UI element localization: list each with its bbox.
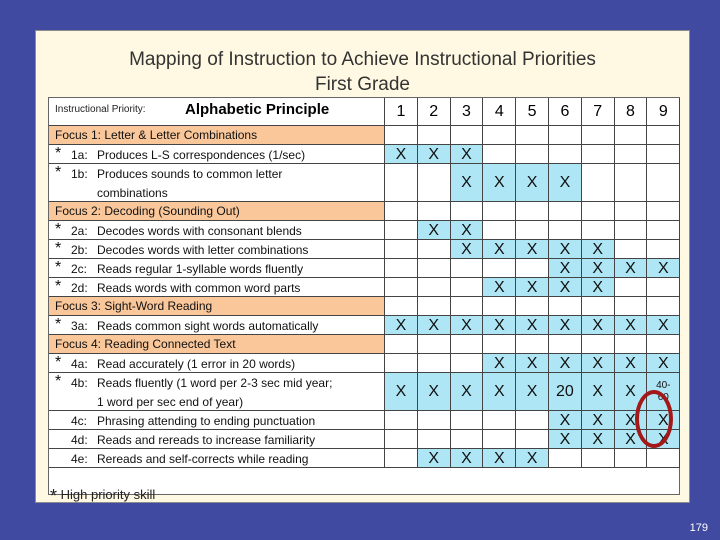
empty-cell: [451, 297, 484, 316]
skill-code: 4e:: [71, 452, 88, 466]
mark-cell: X: [549, 259, 582, 278]
mark-cell: X: [647, 259, 680, 278]
mark-cell: 40- 60: [647, 373, 680, 411]
mark-cell: X: [516, 354, 549, 373]
skill-description: Reads common sight words automatically: [97, 319, 319, 333]
priority-star: *: [55, 373, 62, 390]
empty-cell: [516, 145, 549, 164]
empty-cell: [549, 335, 582, 354]
empty-cell: [647, 126, 680, 145]
mark-cell: X: [451, 221, 484, 240]
skill-row: [49, 164, 385, 202]
empty-cell: [582, 221, 615, 240]
mark-cell: X: [418, 145, 451, 164]
empty-cell: [418, 259, 451, 278]
mapping-table: [48, 97, 680, 495]
mark-cell: X: [582, 240, 615, 259]
empty-cell: [516, 202, 549, 221]
mark-cell: X: [615, 373, 648, 411]
priority-star: *: [55, 316, 62, 333]
mark-cell: X: [549, 411, 582, 430]
mark-cell: X: [582, 373, 615, 411]
empty-cell: [483, 202, 516, 221]
empty-cell: [385, 430, 418, 449]
empty-cell: [615, 145, 648, 164]
mark-cell: X: [647, 411, 680, 430]
empty-cell: [483, 430, 516, 449]
week-header: 6: [549, 98, 582, 126]
priority-value: Alphabetic Principle: [185, 101, 330, 118]
empty-cell: [549, 202, 582, 221]
priority-star: *: [55, 354, 62, 371]
skill-row: [49, 240, 385, 259]
mark-cell: X: [418, 316, 451, 335]
empty-cell: [582, 335, 615, 354]
mark-cell: X: [549, 430, 582, 449]
slide-subtitle: First Grade: [314, 74, 411, 95]
mark-cell: X: [451, 449, 484, 468]
empty-cell: [549, 221, 582, 240]
skill-code: 2b:: [71, 243, 88, 257]
skill-code: 3a:: [71, 319, 88, 333]
empty-cell: [516, 335, 549, 354]
week-header: 5: [516, 98, 549, 126]
mark-cell: X: [451, 316, 484, 335]
empty-cell: [516, 221, 549, 240]
skill-code: 4d:: [71, 433, 88, 447]
empty-cell: [582, 126, 615, 145]
empty-cell: [418, 126, 451, 145]
skill-description: Decodes words with consonant blends: [97, 224, 302, 238]
week-header: 7: [582, 98, 615, 126]
mark-cell: X: [483, 316, 516, 335]
mark-cell: X: [549, 240, 582, 259]
mark-cell: X: [549, 316, 582, 335]
empty-cell: [647, 449, 680, 468]
week-header: 9: [647, 98, 680, 126]
mark-cell: X: [549, 354, 582, 373]
empty-cell: [418, 202, 451, 221]
week-header: 1: [385, 98, 418, 126]
mark-cell: X: [582, 354, 615, 373]
empty-cell: [385, 240, 418, 259]
highlight-circle: [635, 390, 673, 448]
empty-cell: [483, 411, 516, 430]
empty-cell: [647, 335, 680, 354]
empty-cell: [418, 297, 451, 316]
empty-cell: [385, 259, 418, 278]
mark-cell: X: [582, 278, 615, 297]
skill-row: [49, 449, 385, 468]
mark-cell: X: [582, 259, 615, 278]
mark-cell: X: [516, 316, 549, 335]
skill-description: Rereads and self-corrects while reading: [97, 452, 309, 466]
priority-star: *: [55, 259, 62, 276]
mark-cell: X: [549, 164, 582, 202]
empty-cell: [647, 240, 680, 259]
footnote: [50, 483, 155, 504]
mark-cell: X: [451, 164, 484, 202]
empty-cell: [516, 259, 549, 278]
empty-cell: [451, 411, 484, 430]
week-header: 3: [451, 98, 484, 126]
skill-code: 4a:: [71, 357, 88, 371]
skill-description: Phrasing attending to ending punctuation: [97, 414, 316, 428]
mark-cell: X: [516, 240, 549, 259]
empty-cell: [582, 297, 615, 316]
empty-cell: [615, 221, 648, 240]
mark-cell: X: [615, 430, 648, 449]
empty-cell: [418, 278, 451, 297]
mark-cell: X: [385, 145, 418, 164]
skill-row: [49, 411, 385, 430]
empty-cell: [385, 335, 418, 354]
skill-code: 1a:: [71, 148, 88, 162]
empty-cell: [582, 202, 615, 221]
empty-cell: [451, 354, 484, 373]
skill-description: Reads and rereads to increase familiarity: [97, 433, 316, 447]
mark-cell: X: [549, 278, 582, 297]
mark-cell: X: [451, 145, 484, 164]
mark-cell: 20: [549, 373, 582, 411]
priority-header: [49, 98, 385, 126]
empty-cell: [385, 449, 418, 468]
empty-cell: [549, 297, 582, 316]
mark-cell: X: [451, 373, 484, 411]
page-number: 179: [689, 522, 708, 534]
empty-cell: [385, 202, 418, 221]
empty-cell: [647, 164, 680, 202]
skill-description: Reads fluently (1 word per 2-3 sec mid year;: [97, 376, 333, 390]
empty-cell: [647, 221, 680, 240]
empty-cell: [582, 145, 615, 164]
skill-description-cont: 1 word per sec end of year): [97, 395, 244, 409]
skill-row: [49, 278, 385, 297]
empty-cell: [483, 259, 516, 278]
skill-code: 1b:: [71, 167, 88, 181]
skill-code: 2c:: [71, 262, 88, 276]
empty-cell: [385, 278, 418, 297]
empty-cell: [615, 278, 648, 297]
skill-row: [49, 316, 385, 335]
mark-cell: X: [516, 278, 549, 297]
skill-description: Reads words with common word parts: [97, 281, 301, 295]
empty-cell: [451, 202, 484, 221]
mark-cell: X: [418, 373, 451, 411]
mark-cell: X: [615, 354, 648, 373]
empty-cell: [516, 430, 549, 449]
week-header: 4: [483, 98, 516, 126]
empty-cell: [385, 164, 418, 202]
skill-row: [49, 430, 385, 449]
empty-cell: [647, 278, 680, 297]
mark-cell: X: [615, 259, 648, 278]
skill-description: Produces L-S correspondences (1/sec): [97, 148, 306, 162]
slide-title: Mapping of Instruction to Achieve Instructional Priorities: [129, 49, 596, 70]
empty-cell: [483, 126, 516, 145]
empty-cell: [516, 126, 549, 145]
skill-row: [49, 354, 385, 373]
empty-cell: [483, 297, 516, 316]
skill-description: Read accurately (1 error in 20 words): [97, 357, 296, 371]
skill-description: Reads regular 1-syllable words fluently: [97, 262, 304, 276]
empty-cell: [451, 335, 484, 354]
focus-row: Focus 2: Decoding (Sounding Out): [49, 202, 385, 221]
empty-cell: [615, 449, 648, 468]
skill-description: Decodes words with letter combinations: [97, 243, 309, 257]
empty-cell: [647, 145, 680, 164]
mark-cell: X: [582, 411, 615, 430]
empty-cell: [418, 164, 451, 202]
skill-row: [49, 145, 385, 164]
empty-cell: [418, 335, 451, 354]
empty-cell: [615, 335, 648, 354]
empty-cell: [385, 297, 418, 316]
empty-cell: [615, 297, 648, 316]
priority-star: *: [55, 164, 62, 181]
skill-row: [49, 373, 385, 411]
empty-cell: [483, 145, 516, 164]
focus-row: Focus 1: Letter & Letter Combinations: [49, 126, 385, 145]
mark-cell: X: [483, 164, 516, 202]
empty-cell: [418, 240, 451, 259]
empty-cell: [647, 297, 680, 316]
mark-cell: X: [615, 316, 648, 335]
empty-cell: [582, 449, 615, 468]
empty-cell: [385, 411, 418, 430]
empty-cell: [418, 354, 451, 373]
week-header: 8: [615, 98, 648, 126]
mark-cell: X: [647, 316, 680, 335]
empty-cell: [516, 411, 549, 430]
mark-cell: X: [582, 316, 615, 335]
empty-cell: [615, 164, 648, 202]
mark-cell: X: [516, 449, 549, 468]
slide: [35, 30, 690, 506]
empty-cell: [615, 240, 648, 259]
empty-cell: [418, 411, 451, 430]
mark-cell: X: [418, 221, 451, 240]
mark-cell: X: [385, 316, 418, 335]
skill-code: 4b:: [71, 376, 88, 390]
skill-description: Produces sounds to common letter: [97, 167, 283, 181]
mark-cell: X: [483, 373, 516, 411]
empty-cell: [483, 221, 516, 240]
skill-code: 2a:: [71, 224, 88, 238]
priority-star: *: [55, 221, 62, 238]
skill-row: [49, 221, 385, 240]
empty-cell: [385, 221, 418, 240]
mark-cell: X: [483, 354, 516, 373]
mark-cell: X: [647, 354, 680, 373]
empty-cell: [385, 126, 418, 145]
empty-cell: [582, 164, 615, 202]
skill-description-cont: combinations: [97, 186, 168, 200]
priority-star: *: [55, 278, 62, 295]
mark-cell: X: [483, 449, 516, 468]
skill-code: 2d:: [71, 281, 88, 295]
empty-cell: [385, 354, 418, 373]
skill-code: 4c:: [71, 414, 88, 428]
empty-cell: [549, 145, 582, 164]
empty-cell: [451, 126, 484, 145]
priority-label: Instructional Priority:: [55, 104, 146, 115]
empty-cell: [451, 278, 484, 297]
mark-cell: X: [582, 430, 615, 449]
focus-row: Focus 4: Reading Connected Text: [49, 335, 385, 354]
mark-cell: X: [516, 164, 549, 202]
empty-cell: [418, 430, 451, 449]
skill-row: [49, 259, 385, 278]
footnote-star: *: [50, 486, 58, 506]
empty-cell: [615, 126, 648, 145]
mark-cell: X: [385, 373, 418, 411]
mark-cell: X: [451, 240, 484, 259]
mark-cell: X: [615, 411, 648, 430]
empty-cell: [615, 202, 648, 221]
empty-cell: [451, 430, 484, 449]
mark-cell: X: [483, 278, 516, 297]
mark-cell: X: [647, 430, 680, 449]
empty-cell: [549, 449, 582, 468]
empty-cell: [516, 297, 549, 316]
empty-cell: [549, 126, 582, 145]
empty-cell: [647, 202, 680, 221]
week-header: 2: [418, 98, 451, 126]
priority-star: *: [55, 240, 62, 257]
empty-cell: [483, 335, 516, 354]
mark-cell: X: [516, 373, 549, 411]
empty-cell: [451, 259, 484, 278]
footnote-text: High priority skill: [60, 487, 156, 502]
priority-star: *: [55, 145, 62, 162]
focus-row: Focus 3: Sight-Word Reading: [49, 297, 385, 316]
mark-cell: X: [483, 240, 516, 259]
mark-cell: X: [418, 449, 451, 468]
